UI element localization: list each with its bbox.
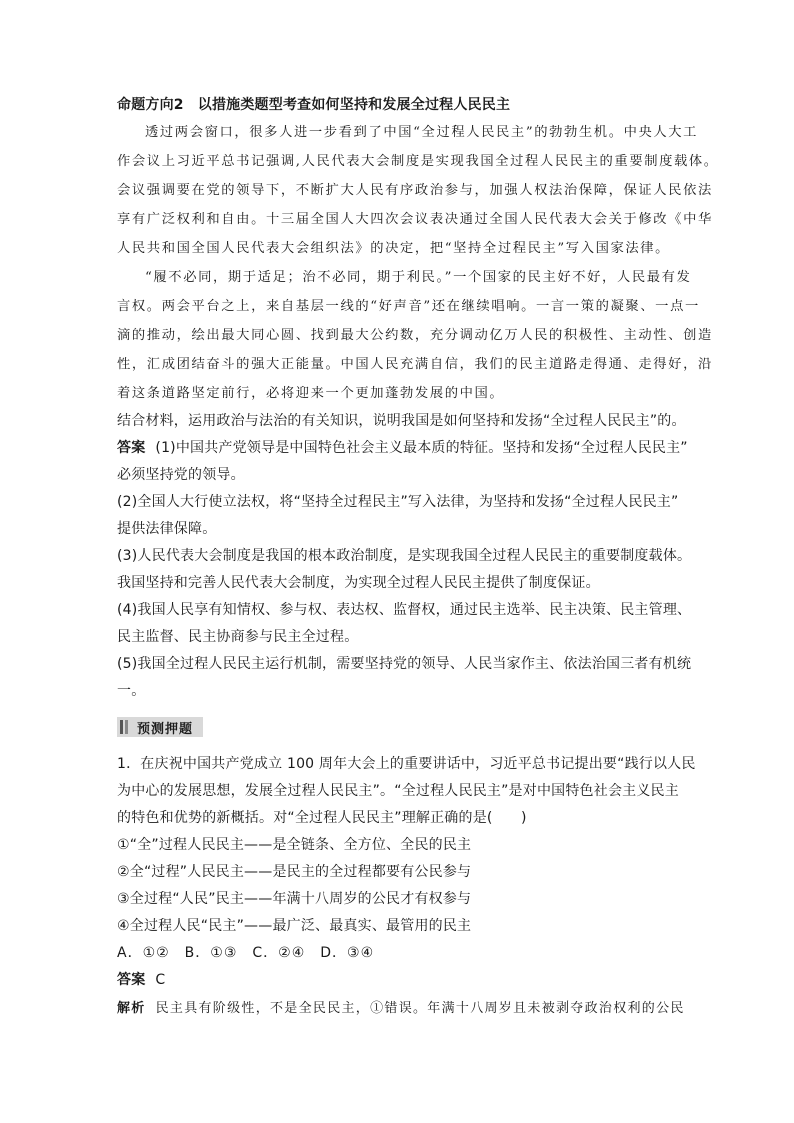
material-line: 性，汇成团结奋斗的强大正能量。中国人民充满自信，我们的民主道路走得通、走得好，沿 (117, 357, 713, 372)
section-title: 预测押题 (137, 721, 194, 737)
question-stem-line: 为中心的发展思想，发展全过程人民民主”。“全过程人民民主”是对中国特色社会主义民主 (117, 783, 679, 799)
material-line: 人民共和国全国人民代表大会组织法》的决定，把“坚持全过程民主”写入国家法律。 (117, 241, 671, 256)
material-line: 着这条道路坚定前行，必将迎来一个更加蓬勃发展的中国。 (117, 386, 505, 401)
question-item: ①“全”过程人民民主——是全链条、全方位、全民的民主 (117, 837, 472, 853)
answer-line: (1)中国共产党领导是中国特色社会主义最本质的特征。坚持和发扬“全过程人民民主” (155, 440, 688, 456)
answer-value: C (155, 972, 166, 988)
material-line: 透过两会窗口，很多人进一步看到了中国“全过程人民民主”的勃勃生机。中央人大工 (145, 125, 699, 140)
prediction-section-tag (117, 717, 203, 737)
question-options: A．①② B．①③ C．②④ D．③④ (117, 945, 375, 961)
analysis-text: 民主具有阶级性，不是全民民主，①错误。年满十八周岁且未被剥夺政治权利的公民 (155, 1001, 685, 1016)
answer-line: 民主监督、民主协商参与民主全过程。 (117, 629, 359, 645)
question-text: 结合材料，运用政治与法治的有关知识，说明我国是如何坚持和发扬“全过程人民民主”的。 (117, 413, 686, 429)
answer-block (117, 435, 692, 705)
material-line: 作会议上习近平总书记强调,人民代表大会制度是实现我国全过程人民民主的重要制度载体。 (117, 154, 719, 169)
material-line: 滴的推动，绘出最大同心圆、找到最大公约数，充分调动亿万人民的积极性、主动性、创造 (117, 328, 713, 343)
answer-line: 提供法律保障。 (117, 521, 217, 537)
material-line: 言权。两会平台之上，来自基层一线的“好声音”还在继续唱响。一言一策的凝聚、一点一 (117, 299, 700, 314)
question-item: ④全过程人民“民主”——最广泛、最真实、最管用的民主 (117, 918, 472, 934)
answer-line: (2)全国人大行使立法权，将“坚持全过程民主”写入法律，为坚持和发扬“全过程人民民主” (117, 494, 679, 510)
answer-label: 答案 (117, 440, 146, 456)
question-stem-line: 1．在庆祝中国共产党成立 100 周年大会上的重要讲话中，习近平总书记提出要“践行以人民 (117, 756, 696, 772)
answer-line: (4)我国人民享有知情权、参与权、表达权、监督权，通过民主选举、民主决策、民主管理、 (117, 602, 692, 618)
answer-label: 答案 (117, 972, 146, 988)
answer-line: 我国坚持和完善人民代表大会制度，为实现全过程人民民主提供了制度保证。 (117, 575, 600, 591)
material-line: 会议强调要在党的领导下，不断扩大人民有序政治参与，加强人权法治保障，保证人民依法 (117, 183, 713, 198)
tag-bar-icon (125, 720, 128, 734)
heading-text: 以措施类题型考查如何坚持和发展全过程人民民主 (197, 97, 511, 113)
heading-number: 命题方向2 (117, 97, 184, 113)
material-line: 享有广泛权利和自由。十三届全国人大四次会议表决通过全国人民代表大会关于修改《中华 (117, 212, 713, 227)
question-stem-line: 的特色和优势的新概括。对“全过程人民民主”理解正确的是( ) (117, 810, 527, 826)
material-paragraph-1 (117, 118, 719, 263)
question-1 (117, 751, 696, 1024)
question-item: ③全过程“人民”民主——年满十八周岁的公民才有权参与 (117, 891, 472, 907)
answer-line: (3)人民代表大会制度是我国的根本政治制度，是实现我国全过程人民民主的重要制度载体。 (117, 548, 692, 564)
answer-line: (5)我国全过程人民民主运行机制，需要坚持党的领导、人民当家作主、依法治国三者有机统 (117, 656, 692, 672)
tag-bar-icon (120, 720, 123, 734)
material-line: “履不必同，期于适足；治不必同，期于利民。”一个国家的民主好不好，人民最有发 (145, 270, 692, 285)
section-heading (117, 92, 679, 118)
answer-line: 必须坚持党的领导。 (117, 467, 245, 483)
question-item: ②全“过程”人民民主——是民主的全过程都要有公民参与 (117, 864, 472, 880)
analysis-label: 解析 (117, 1001, 146, 1016)
document-page (117, 92, 719, 1024)
answer-line: 一。 (117, 683, 146, 699)
material-paragraph-2 (117, 263, 713, 408)
